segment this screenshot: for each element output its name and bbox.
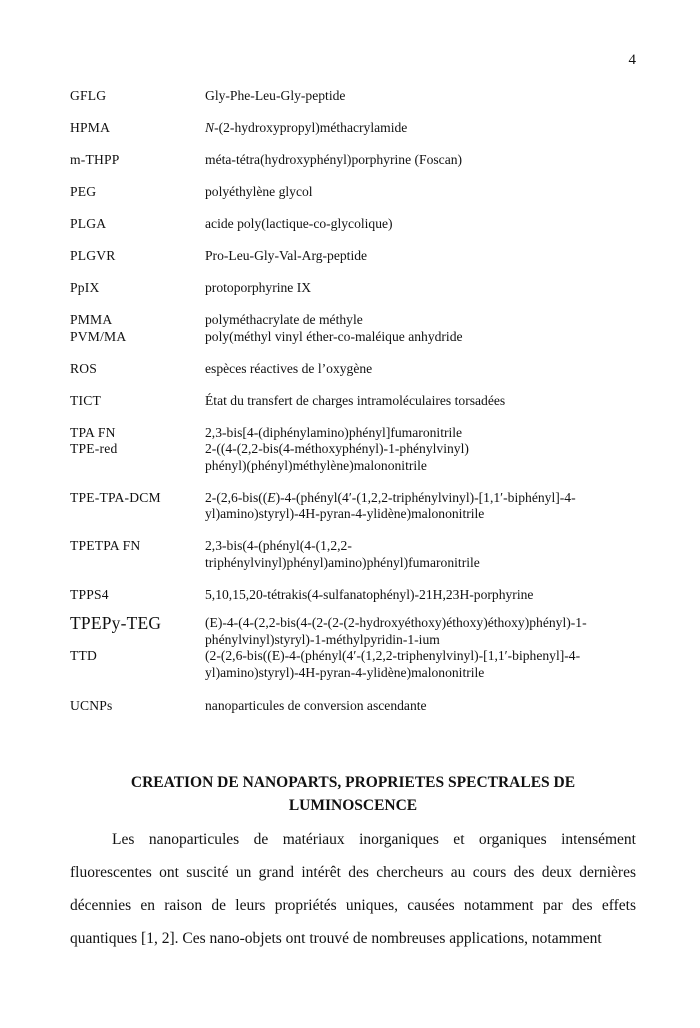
definition-line: (E)-4-(4-(2,2-bis(4-(2-(2-(2-hydroxyéthoxy)éthoxy)éthoxy)phényl)-1-	[205, 615, 587, 630]
section-heading	[70, 771, 636, 817]
abbr-term: TPE-red	[70, 441, 118, 456]
abbr-definition	[205, 490, 636, 523]
abbr-entry-tpepyteg	[70, 615, 636, 648]
abbr-entry-tpps4	[70, 587, 636, 604]
abbr-term: PEG	[70, 184, 97, 199]
definition-line: 2-((4-(2,2-bis(4-méthoxyphényl)-1-phénylvinyl)	[205, 441, 469, 456]
abbr-definition	[205, 648, 636, 681]
definition-line: triphénylvinyl)phényl)amino)phényl)fumaronitrile	[205, 554, 480, 570]
abbr-entry-pvmma	[70, 329, 636, 346]
abbr-term: PMMA	[70, 312, 113, 327]
text-segment: )-4-(phényl(4′-(1,2,2-triphénylvinyl)-[1,1′-biphényl]-4-	[275, 489, 576, 505]
abbr-term: TPEPy-TEG	[70, 613, 162, 633]
abbr-entry-pmma	[70, 312, 636, 329]
abbr-term: m-THPP	[70, 152, 120, 167]
abbr-definition	[205, 538, 636, 571]
abbr-entry-ros	[70, 361, 636, 378]
abbr-entry-tpetpadcm	[70, 490, 636, 523]
abbr-term: ROS	[70, 360, 98, 376]
definition-line: yl)amino)styryl)-4H-pyran-4-ylidène)malononitrile	[205, 506, 485, 521]
definition-line	[205, 490, 636, 507]
abbr-definition: Gly-Phe-Leu-Gly-peptide	[205, 88, 346, 103]
abbr-term: GFLG	[70, 88, 107, 103]
abbr-definition: polyméthacrylate de méthyle	[205, 312, 363, 327]
abbr-definition: polyéthylène glycol	[205, 184, 313, 199]
abbr-definition: méta-tétra(hydroxyphényl)porphyrine (Foscan)	[205, 152, 463, 167]
paragraph-line: fluorescentes ont suscité un grand intérêt des chercheurs au cours des deux dernières	[70, 863, 636, 881]
italic-segment: N	[205, 120, 215, 135]
abbr-term: PVM/MA	[70, 328, 127, 344]
abbr-term: TTD	[70, 648, 98, 663]
abbr-definition	[205, 615, 636, 648]
abbreviation-list	[70, 88, 636, 715]
abbr-entry-mthpp	[70, 152, 636, 169]
section-heading-line2: LUMINOSCENCE	[288, 796, 418, 814]
abbr-definition: poly(méthyl vinyl éther-co-maléique anhydride	[205, 328, 463, 344]
definition-line: 2,3-bis(4-(phényl(4-(1,2,2-	[205, 538, 352, 553]
abbr-term: TPETPA FN	[70, 538, 141, 553]
abbr-entry-tpered	[70, 441, 636, 474]
italic-segment: E	[267, 489, 276, 505]
abbr-entry-ttd	[70, 648, 636, 681]
abbr-definition: acide poly(lactique-co-glycolique)	[205, 216, 393, 231]
paragraph-line: Les nanoparticules de matériaux inorganiques et organiques intensément	[112, 830, 636, 848]
abbr-entry-plga	[70, 216, 636, 233]
definition-line: (2-(2,6-bis((E)-4-(phényl(4′-(1,2,2-triphenylvinyl)-[1,1′-biphenyl]-4-	[205, 648, 581, 663]
abbr-definition: 5,10,15,20-tétrakis(4-sulfanatophényl)-21H,23H-porphyrine	[205, 586, 534, 602]
paragraph-line: décennies en raison de leurs propriétés uniques, causées notamment par des effets	[70, 896, 636, 914]
abbr-entry-tict	[70, 393, 636, 410]
abbr-definition	[205, 441, 636, 474]
definition-line: phénylvinyl)styryl)-1-méthylpyridin-1-ium	[205, 631, 440, 647]
abbr-entry-tpetpafn	[70, 538, 636, 571]
text-segment: 2-(2,6-bis((	[205, 489, 268, 505]
text-segment: -(2-hydroxypropyl)méthacrylamide	[214, 120, 408, 135]
abbr-term: TPA FN	[70, 424, 116, 440]
abbr-entry-gflg	[70, 88, 636, 105]
abbr-entry-tpafn	[70, 425, 636, 442]
definition-line: phényl)(phényl)méthylène)malononitrile	[205, 457, 427, 473]
abbr-term: PpIX	[70, 280, 100, 295]
abbr-term: UCNPs	[70, 698, 113, 713]
abbr-term: TICT	[70, 392, 102, 408]
abbr-entry-plgvr	[70, 248, 636, 265]
body-paragraph	[70, 823, 636, 955]
abbr-term: PLGA	[70, 216, 107, 231]
abbr-definition: protoporphyrine IX	[205, 280, 312, 295]
abbr-definition: État du transfert de charges intramoléculaires torsadées	[205, 392, 506, 408]
abbr-term: HPMA	[70, 120, 111, 135]
abbr-term: PLGVR	[70, 248, 116, 263]
abbr-definition: nanoparticules de conversion ascendante	[205, 698, 427, 713]
abbr-definition: espèces réactives de l’oxygène	[205, 360, 373, 376]
abbr-definition: 2,3-bis[4-(diphénylamino)phényl]fumaronitrile	[205, 424, 463, 440]
abbr-definition	[205, 120, 636, 137]
abbr-term: TPPS4	[70, 586, 109, 602]
abbr-term: TPE-TPA-DCM	[70, 489, 161, 505]
section-heading-line1: CREATION DE NANOPARTS, PROPRIETES SPECTRALES DE	[130, 773, 576, 791]
paragraph-line: quantiques [1, 2]. Ces nano-objets ont trouvé de nombreuses applications, notamment	[70, 929, 602, 947]
abbr-entry-ucnps	[70, 698, 636, 715]
page-number: 4	[628, 52, 636, 68]
abbr-entry-peg	[70, 184, 636, 201]
abbr-definition: Pro-Leu-Gly-Val-Arg-peptide	[205, 248, 368, 263]
abbr-entry-hpma	[70, 120, 636, 137]
abbr-entry-ppix	[70, 280, 636, 297]
definition-line: yl)amino)styryl)-4H-pyran-4-ylidène)malononitrile	[205, 664, 485, 680]
